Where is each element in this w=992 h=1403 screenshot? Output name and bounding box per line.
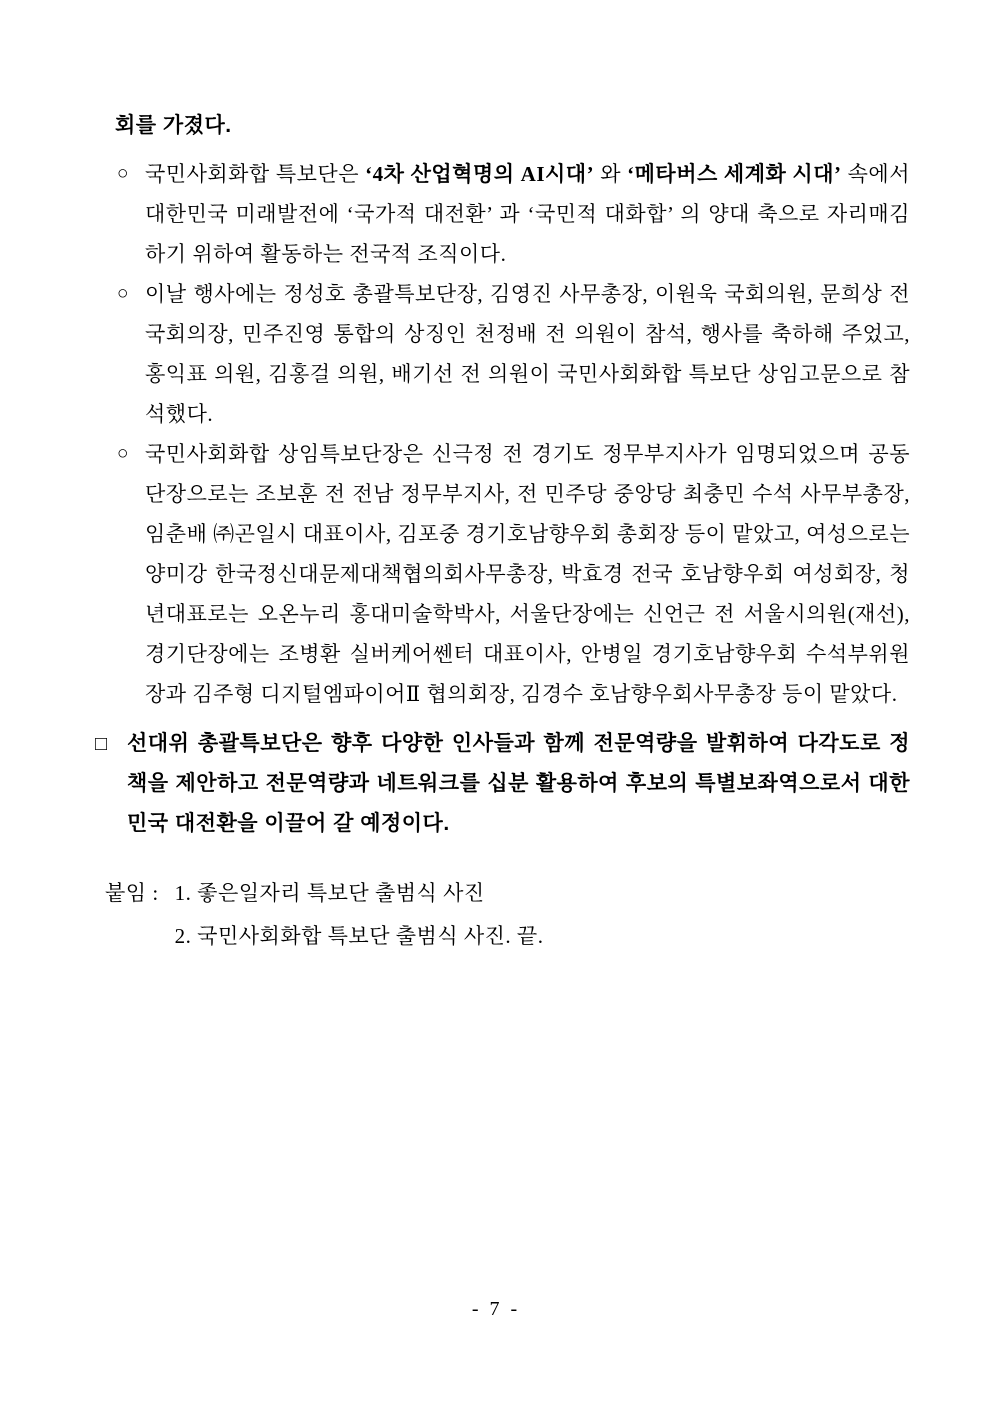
paragraph-text (127, 724, 910, 844)
paragraph-text (145, 274, 910, 434)
circle-bullet-marker: ○ (117, 443, 129, 464)
text-segment-bold: ‘메타버스 세계화 시대’ (627, 162, 842, 186)
bullet-paragraph-2 (117, 274, 910, 434)
text-segment-bold: ‘4차 산업혁명의 AI시대’ (365, 162, 595, 186)
page-number: - 7 - (471, 1298, 521, 1320)
attachment-item-2: 2. 국민사회화합 특보단 출범식 사진. 끝. (174, 924, 544, 948)
document-content (95, 106, 910, 958)
square-bullet-marker: □ (95, 733, 108, 755)
text-segment: 국민사회화합 특보단은 (145, 162, 366, 186)
attachments-section (105, 872, 910, 958)
circle-bullet-marker: ○ (117, 283, 129, 304)
summary-paragraph (95, 724, 910, 844)
text-segment: 선대위 총괄특보단은 향후 다양한 인사들과 함께 전문역량을 발휘하여 다각도로 정책을 제안하고 전문역량과 네트워크를 십분 활용하여 후보의 특별보좌역으로서 대한민국 대전환을 이끌어 갈 예정이다. (127, 732, 910, 835)
paragraph-text (145, 434, 910, 714)
text-segment: 이날 행사에는 정성호 총괄특보단장, 김영진 사무총장, 이원욱 국회의원, 문희상 전 국회의장, 민주진영 통합의 상징인 천정배 전 의원이 참석, 행사를 축하해 주었고, 홍익표 의원, 김홍걸 의원, 배기선 전 의원이 국민사회화합 특보단 상임고문으로 참석했다. (145, 282, 910, 426)
paragraph-text (145, 154, 910, 274)
attachment-item-1: 1. 좋은일자리 특보단 출범식 사진 (174, 881, 485, 905)
bullet-paragraph-1 (117, 154, 910, 274)
circle-bullet-marker: ○ (117, 163, 129, 184)
text-segment: 와 (594, 162, 628, 186)
text-segment: 속에서 대한민국 미래발전에 ‘국가적 대전환’ 과 ‘국민적 대화합’ 의 양대 축으로 자리매김하기 위하여 활동하는 전국적 조직이다. (145, 162, 911, 266)
attachments-label: 붙임 : (105, 881, 159, 905)
text-segment: 국민사회화합 상임특보단장은 신극정 전 경기도 정무부지사가 임명되었으며 공동단장으로는 조보훈 전 전남 정무부지사, 전 민주당 중앙당 최충민 수석 사무부총장, 임춘배 ㈜곤일시 대표이사, 김포중 경기호남향우회 총회장 등이 맡았고, 여성으로는 양미강 한국정신대문제대책협의회사무총장, 박효경 전국 호남향우회 여성회장, 청년대표로는 오온누리 홍대미술학박사, 서울단장에는 신언근 전 서울시의원(재선), 경기단장에는 조병환 실버케어쎈터 대표이사, 안병일 경기호남향우회 수석부위원장과 김주형 디지털엠파이어Ⅱ 협의회장, 김경수 호남향우회사무총장 등이 맡았다. (145, 442, 910, 706)
continuation-paragraph: 회를 가졌다. (115, 114, 232, 137)
bullet-paragraph-3 (117, 434, 910, 714)
attachments-list (175, 872, 544, 958)
